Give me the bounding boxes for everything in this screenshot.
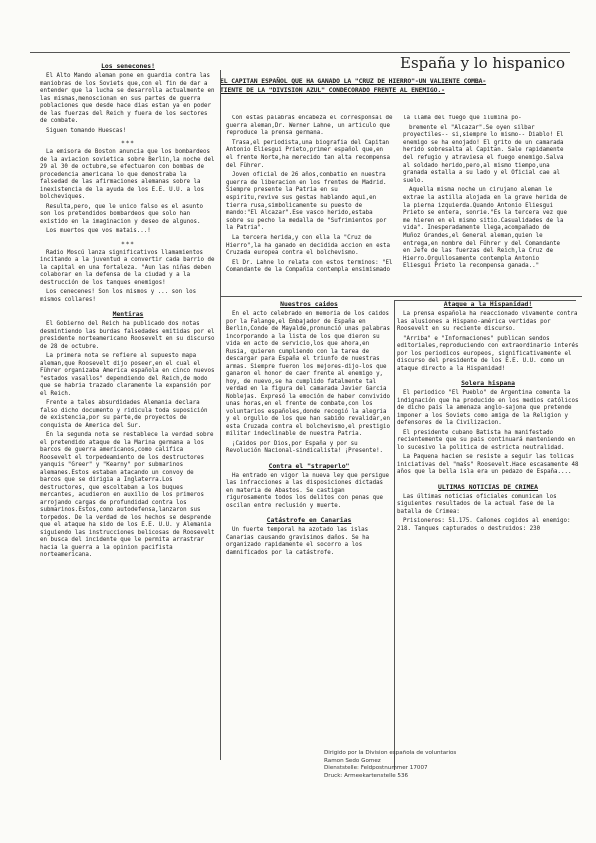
colophon-printer: Druck: Armeekartenstelle 536 (324, 772, 409, 779)
colophon (324, 750, 504, 780)
article-headline: Nuestros caidos (280, 300, 338, 308)
lead-article-paragraph: Aquella misma noche un cirujano aleman le extrae la astilla alojada en la grave herida de la pierna izquierda.Quando Antonio Eliesgui Prieto se entera, sonrie."Es la tercera vez que me hieren en el mismo sitio.Casualidades de la vida". Inesperadamente llega,acompañado de Muñoz Grandes,el General aleman,quien le entrega,en nombre del Führer y del Comandante en Jefe de las fuerzas del Reich,la Cruz de Hierro.Orgullosamente contempla Antonio Eliesgui Prieto la recompensa ganada.." (403, 187, 568, 270)
article (397, 300, 579, 373)
lead-article-paragraph: Trasa,el periodista,una biografia del Capitan Antonio Eliesgui Prieto,primer español que,en el frente Norte,ha merecido tan alta recompensa del Führer. (226, 139, 391, 169)
article-paragraph: Siguen tomando Huescas! (46, 127, 127, 134)
article-paragraph: La prensa española ha reaccionado vivamente contra las alusiones a Hispano-américa vertidas por Roosevelt en su reciente discurso. (397, 311, 578, 332)
top-rule (30, 52, 570, 53)
article-paragraph: Los cenecenes! Son los mismos y ... son los mismos collares! (40, 289, 197, 303)
lead-article-paragraph: bremente el "Alcazar".Se oyen silbar proyectiles-- si,siempre lo mismo-- Diablo! El enemigo se ha enojado! El grito de un camarada herido sobresalta al Capitan. Sale rapidamente del refugio y atraviesa el fuego enemigo.Salva al soldado herido,pero,al mismo tiempo,una granada estalla a su lado y el Oficial cae al suelo. (403, 124, 564, 184)
article-paragraph: El periodico "El Pueblo" de Argentina comenta la indignación que ha producido en los medios católicos de dicho pais la amenaza anglo-sajona que pretende imponer a los Soviets como amiga de la Religion y defensores de la Civilizacion. (397, 390, 579, 426)
lead-article-paragraph: Con estas palabras encabeza el corresponsal de guerra aleman,Dr. Werner Lahne, un articulo que reproduce la prensa germana. (226, 115, 393, 137)
article (40, 310, 216, 560)
masthead-title: España y lo hispanico (400, 54, 565, 72)
colophon-postal-number: Dienststelle: Feldpostnummer 17007 (324, 765, 428, 772)
article-paragraph: ¡Caidos por Dios,por España y por su Revolución Nacional-sindicalista! ¡Presente!. (226, 440, 384, 454)
article-headline: Contra el "straperlo" (268, 461, 350, 470)
article-paragraph: Prisioneros: 51.175. Cañones cogidos al enemigo: 218. Tanques capturados o destruidos: 230 (397, 518, 571, 532)
separator-asterisks: *** (121, 240, 135, 248)
article (40, 62, 216, 135)
article (40, 242, 216, 305)
middle-column (226, 300, 392, 563)
article-paragraph: En el acto celebrado en memoria de los caidos por la Falange,el Embajador de España en Berlin,Conde de Mayalde,pronunció unas palabras incorporando a la lista de los que dieron su vida en acto de servicio,los que ahora,en Rusia, quieren cumpliendo con la tarea de descargar para España el triunfo de nuestras armas. Siempre fueron los mejores-dijo-los que ganaron el honor de caer frente al enemigo y, hoy, de nuevo,se ha cumplido fatalmente tal verdad en la figura del camarada Javier Garcia Noblejas. Expresó la emoción de haber convivido unas horas,en el frente de combate,con los voluntarios españoles,donde recogió la alegria y el orgullo de los que han sabido revalidar,en esta Cruzada contra el bolchevismo,el prestigio militar indeclinable de nuestra Patria. (226, 311, 391, 437)
article-paragraph: Ha entrado en vigor la nueva ley que persigue las infracciones a las disposiciones dictadas en materia de Abastos. Se castigan rigurosamente todos los delitos con penas que oscilan entre reclusión y muerte. (226, 472, 390, 509)
article (40, 141, 216, 236)
article-paragraph: El Alto Mando aleman pone en guardia contra las maniobras de los Soviets que,con el fin de dar a entender que la lucha se desarrolla actualmente en las mismas,menoscionan en sus partes de guerra poblaciones que desde hace dias estan ya en poder de las fuerzas del Reich y fuera de los sectores de combate. (40, 73, 215, 124)
article-paragraph: La primera nota se refiere al supuesto mapa aleman,que Roosevelt dijo poseer,en el cual el Führer organizaba America española en cinco nuevos "estados vasallos" dependiendo del Reich,de modo que se habria trazado claramente la expansión por el Reich. (40, 353, 215, 397)
article-headline: ULTIMAS NOTICIAS DE CRIMEA (437, 482, 539, 491)
article-paragraph: Resulta,pero, que le unico falso es el asunto son los pretendidos bombardeos que solo han existido en la imaginacion y deseo de algunos. (40, 203, 204, 225)
article (226, 300, 392, 456)
article-headline: Los senecones! (101, 62, 155, 70)
article (397, 379, 579, 477)
article-paragraph: El Gobierno del Reich ha publicado dos notas desmintiendo las burdas falsedades emitidas por el presidente norteamericano Roosevelt en su discurso de 28 de octubre. (40, 321, 215, 350)
section-divider (220, 296, 582, 297)
article-headline: Ataque a la Hispanidad! (443, 300, 533, 308)
lead-article (226, 115, 570, 295)
article-headline: Catástrofe en Canarias (266, 516, 352, 524)
colophon-publisher: Dirigido por la Division española de voluntarios (324, 750, 457, 756)
article (226, 516, 392, 557)
article-paragraph: Los muertos que vos matais...! (46, 228, 151, 234)
column-divider (394, 300, 395, 770)
lead-article-paragraph: El Dr. Lahne lo relata con estos terminos: "El Comandante de la Compañia contempla ensimismado la llama del fuego que ilumina po- (226, 115, 522, 274)
article-paragraph: Un fuerte temporal ha azotado las islas Canarias causando gravisimos daños. Se ha organizado rapidamente el socorro a los damnificados por la catástrofe. (226, 527, 370, 556)
colophon-editor: Ramon Sedo Gomez (324, 757, 381, 764)
separator-asterisks: *** (121, 140, 135, 147)
article-paragraph: La emisora de Boston anuncia que los bombardeos de la aviacion sovietica sobre Berlin,la noche del 29 al 30 de octubre,se efectuaron con bombas de procedencia americana lo que demostraba la falsedad de las afirmaciones alemanas sobre la inexistencia de la ayuda de los E.E. U.U. a los bolcheviques. (40, 149, 215, 200)
article-paragraph: "Arriba" e "Informaciones" publican sendos editoriales,reproduciendo con extraordinario interés por los periodicos europeos, significativamente el discurso del presidente de los E.E. U.U. como un ataque directo a la Hispanidad! (397, 335, 579, 372)
banner-headline (220, 77, 588, 107)
column-divider (220, 70, 221, 760)
right-column (397, 300, 579, 539)
article-paragraph: En la segunda nota se restablece la verdad sobre el pretendido ataque de la Marina germana a los barcos de guerra americanos,como califica Roosevelt el torpedeamiento de los destructores yanquis "Greer" y "Kearny" por submarinos alemanes.Estos estaban atacando un convoy de barcos que se dirigia a Inglaterra.Los destructores, que escoltaban a los buques mercantes, acudieron en auxilio de los primeros arrojando cargas de profundidad contra los submarinos.Estos,como autodefensa,lanzaron sus torpedos. De la verdad de los hechos se desprende que el ataque ha sido de los E.E. U.U. y Alemania siguiendo las instrucciones belicosas de Roosevelt en busca del incidente que le permita arrastrar hacia la guerra a la opinion pacifista norteamericana. (40, 432, 215, 558)
article-headline: Solera hispana (461, 379, 515, 387)
article-paragraph: La Paquena hacien se resiste a seguir las tolicas iniciativas del "mašs" Roosevelt.Hace escasamente 48 años que la bella isla era un pedazo de España.... (397, 454, 579, 475)
article (397, 483, 579, 534)
left-column (40, 62, 216, 566)
article-paragraph: Radio Moscú lanza significativos llamamientos incitando a la juventud a convertir cada barrio de la capital en una fortaleza. "Aun las niñas deben colaborar en la defensa de la ciudad y a la destrucción de los tanques enemigos! (40, 249, 215, 286)
lead-article-paragraph: La tercera herida,y con ella la "Cruz de Hierro",la ha ganado en decidida accion en esta Cruzada europea contra el bolchevismo. (226, 234, 391, 257)
banner-text: EL CAPITAN ESPAÑOL QUE HA GANADO LA "CRUZ DE HIERRO"-UN VALIENTE COMBA- TIENTE DE LA "DIVISION AZUL" CONDECORADO FRENTE AL ENEMIGO.- (220, 77, 487, 94)
lead-article-paragraph: Joven oficial de 26 años,combatio en nuestra guerra de liberacion en los frentes de Madrid. Siempre presente la Patria en su espiritu,revive sus gestas hablando aqui,en tierra rusa,simbolicamente su puesto de mando:"El Alcazar".Ese vasco herido,estaba sobre su pecho la medalla de "Sufrimientos por la Patria". (226, 172, 387, 232)
article-paragraph: Las últimas noticias oficiales comunican los siguientes resultados de la actual fase de la batalla de Crimea: (397, 493, 557, 515)
article-paragraph: El presidente cubano Batista ha manifestado recientemente que su pais continuará manteniendo en lo sucesivo la politica de estricta neutralidad. (397, 429, 575, 451)
article (226, 462, 392, 511)
article-paragraph: Frente a tales absurdidades Alemania declara falso dicho documento y ridicula toda suposición de existencia,por su parte,de proyectos de conquista de America del Sur. (40, 400, 208, 429)
article-headline: Mentiras (112, 310, 144, 318)
